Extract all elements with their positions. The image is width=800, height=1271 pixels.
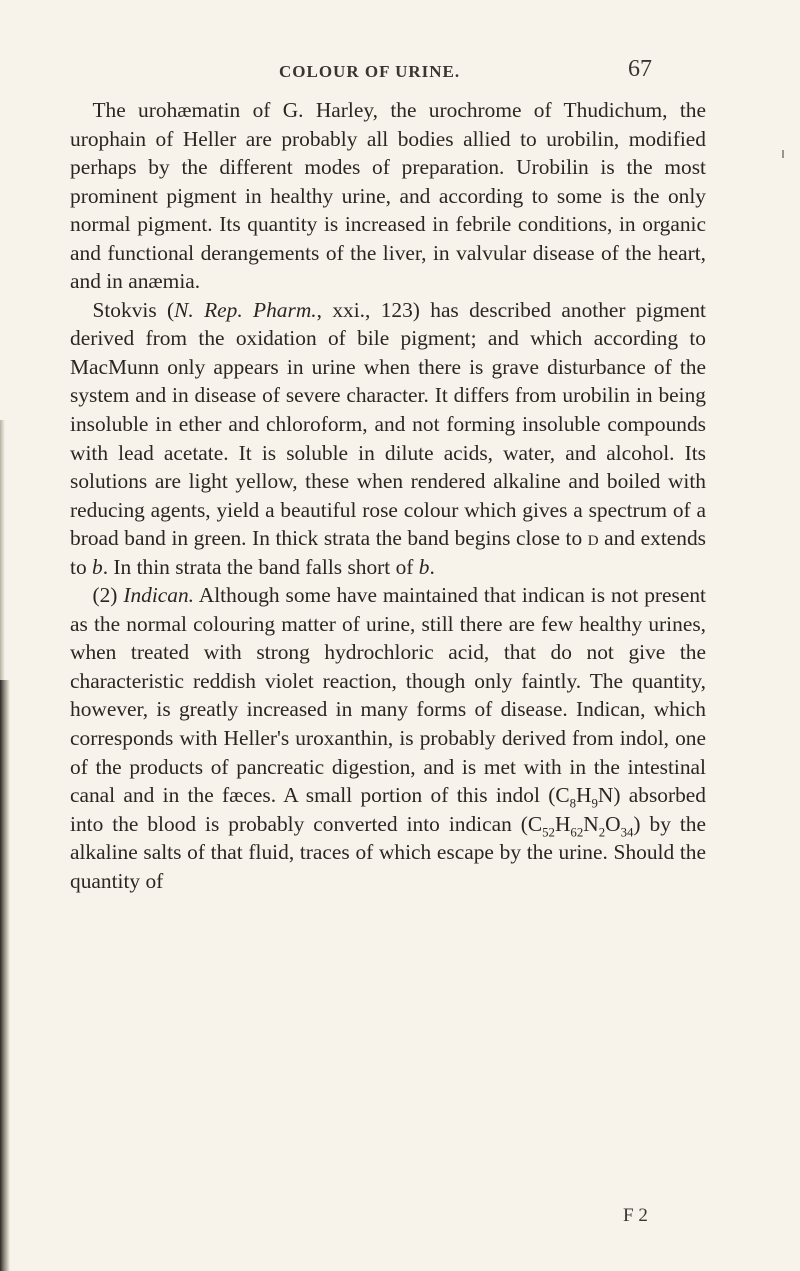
subscript: 8 xyxy=(569,796,577,811)
paragraph xyxy=(70,296,706,581)
paragraph xyxy=(70,581,706,895)
page-edge-shadow xyxy=(0,680,10,1271)
running-title: COLOUR OF URINE. xyxy=(279,62,461,81)
text-run: and extends to xyxy=(70,526,706,579)
text-run: H xyxy=(554,811,571,836)
paragraph xyxy=(70,96,706,296)
text-run: . xyxy=(429,554,435,579)
body-text xyxy=(70,96,706,895)
text-run: The urohæmatin of G. Harley, the urochrome of Thudichum, the urophain of Heller are probably all bodies allied to urobilin, modified perhaps by the different modes of preparation. Urobilin is the most prominent pigment in healthy urine, and according to some is the only normal pigment. Its quantity is increased in febrile conditions, in organic and functional derangements of the liver, in valvular disease of the heart, and in anæmia. xyxy=(70,98,706,294)
text-run: H xyxy=(576,783,592,808)
italic-text: N. Rep. Pharm. xyxy=(174,297,317,322)
signature-mark: F 2 xyxy=(623,1205,648,1226)
text-run: ) by the alkaline salts of that fluid, traces of which escape by the urine. Should the quantity of xyxy=(70,811,706,893)
subscript: 34 xyxy=(620,824,634,839)
italic-text: b xyxy=(92,554,103,579)
page-edge-shadow xyxy=(0,420,5,680)
text-run: , xxi., 123) has described another pigment derived from the oxidation of bile pigment; and which according to MacMunn only appears in urine when there is grave disturbance of the system and in disease of severe character. It differs from urobilin in being insoluble in ether and chloroform, and not forming insoluble compounds with lead acetate. It is soluble in dilute acids, water, and alcohol. Its solutions are light yellow, these when rendered alkaline and boiled with reducing agents, yield a beautiful rose colour which gives a spectrum of a broad band in green. In thick strata the band begins close to xyxy=(70,297,706,551)
running-head xyxy=(0,56,800,86)
subscript: 52 xyxy=(542,824,555,839)
italic-text: Indican. xyxy=(123,583,195,608)
subscript: 62 xyxy=(570,824,584,839)
text-run: . In thin strata the band falls short of xyxy=(102,554,419,579)
subscript: 9 xyxy=(591,796,598,811)
text-run: N) absorbed into the blood is probably converted into indican (C xyxy=(70,783,706,836)
text-run: Although some have maintained that indican is not present as the normal colouring matter of urine, still there are few healthy urines, when treated with strong hydrochloric acid, that do not give the characteristic reddish violet reaction, though only faintly. The quantity, however, is greatly increased in many forms of disease. Indican, which corresponds with Heller's uroxanthin, is probably derived from indol, one of the products of pancreatic digestion, and is met with in the intestinal canal and in the fæces. A small portion of this indol (C xyxy=(70,583,706,808)
small-caps-text: d xyxy=(587,526,599,551)
text-run: Stokvis ( xyxy=(92,297,175,322)
text-run: N xyxy=(583,811,599,836)
paper-speck xyxy=(782,150,784,158)
page-number: 67 xyxy=(628,56,652,82)
text-run: (2) xyxy=(92,583,124,608)
subscript: 2 xyxy=(598,824,606,839)
text-run: O xyxy=(605,811,621,836)
italic-text: b xyxy=(418,554,430,579)
